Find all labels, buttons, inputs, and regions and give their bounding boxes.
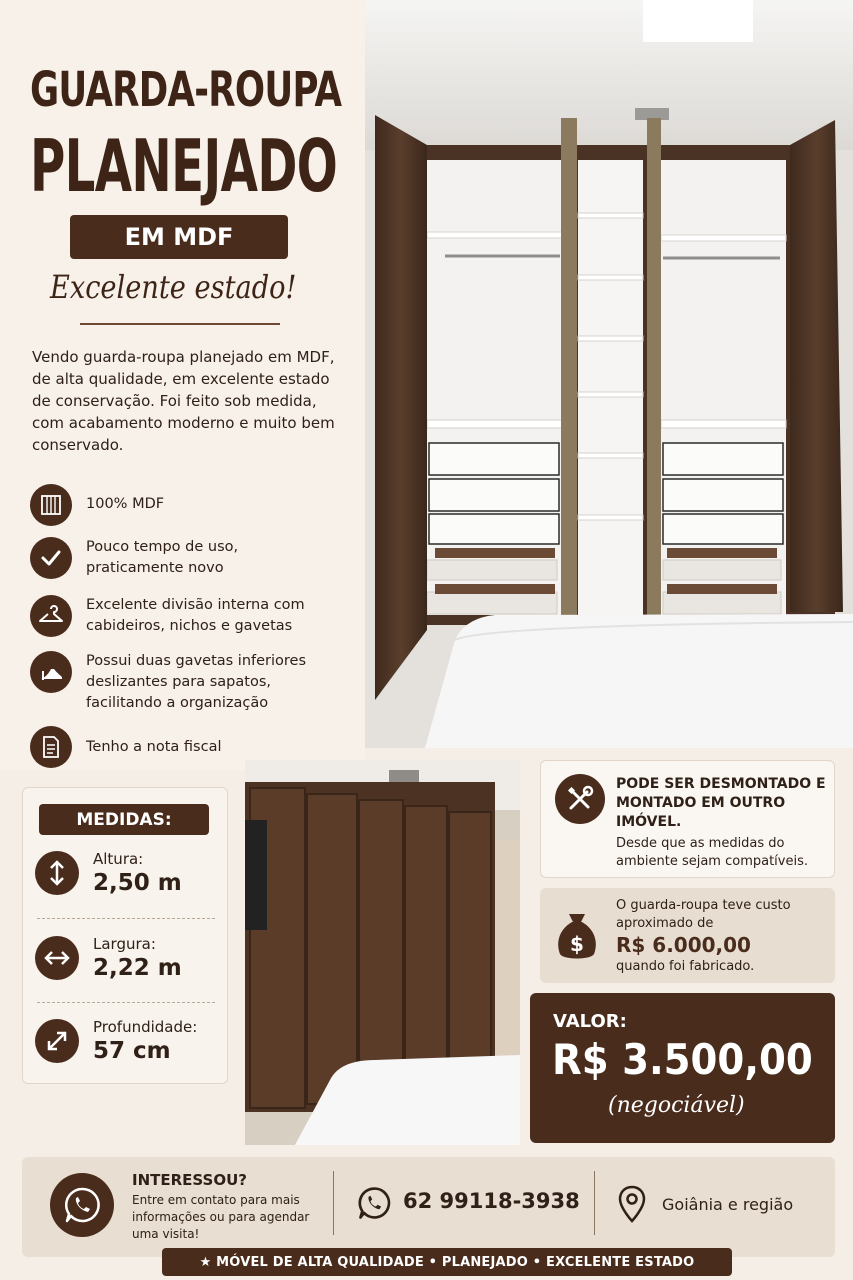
- vertical-arrow-icon: [35, 851, 79, 895]
- title-line-2: PLANEJADO: [30, 124, 338, 208]
- measure-value: 2,22 m: [93, 955, 182, 981]
- money-bag-icon: [554, 904, 600, 964]
- hanger-icon: [30, 595, 72, 637]
- feature-item: [30, 595, 326, 637]
- location-text: Goiânia e região: [662, 1195, 794, 1214]
- dismount-note: Desde que as medidas do ambiente sejam compatíveis.: [616, 836, 809, 869]
- feature-item: [30, 537, 326, 579]
- contact-bar: [22, 1157, 835, 1257]
- feature-text: Possui duas gavetas inferiores deslizantes para sapatos, facilitando a organização: [86, 653, 307, 711]
- price-label: VALOR:: [553, 1011, 627, 1032]
- title-line-1: GUARDA-ROUPA: [30, 62, 342, 118]
- cost-amount: R$ 6.000,00: [616, 933, 751, 957]
- measure-height: [35, 838, 215, 908]
- svg-text:$: $: [570, 932, 584, 956]
- cost-note: quando foi fabricado.: [616, 959, 755, 974]
- wardrobe-open-photo: [365, 0, 853, 748]
- tools-icon: [555, 774, 605, 824]
- divider: [37, 1002, 215, 1003]
- horizontal-arrow-icon: [35, 936, 79, 980]
- feature-item: [30, 484, 326, 526]
- wardrobe-closed-photo: [245, 760, 520, 1145]
- cost-card: [540, 888, 835, 983]
- check-icon: [30, 537, 72, 579]
- bottom-strip: ★ MÓVEL DE ALTA QUALIDADE • PLANEJADO • EXCELENTE ESTADO: [162, 1248, 732, 1276]
- measure-label: Altura:: [93, 850, 144, 868]
- dismount-card: [540, 760, 835, 878]
- mdf-badge: EM MDF: [70, 215, 288, 259]
- measure-width: [35, 923, 215, 993]
- cost-text: O guarda-roupa teve custo aproximado de: [616, 898, 791, 931]
- measures-card: [22, 787, 228, 1084]
- feature-item: [30, 651, 326, 714]
- location-pin-icon: [618, 1185, 646, 1227]
- price-card: [530, 993, 835, 1143]
- high-heel-icon: [30, 651, 72, 693]
- measure-value: 57 cm: [93, 1038, 171, 1064]
- divider: [37, 918, 215, 919]
- price-note: (negociável): [608, 1093, 745, 1118]
- price-amount: R$ 3.500,00: [552, 1035, 813, 1084]
- diagonal-arrow-icon: [35, 1019, 79, 1063]
- tagline: Excelente estado!: [50, 268, 297, 306]
- feature-text: Tenho a nota fiscal: [86, 739, 222, 755]
- measure-depth: [35, 1006, 215, 1076]
- feature-text: 100% MDF: [86, 496, 165, 512]
- measure-label: Profundidade:: [93, 1018, 198, 1036]
- measure-value: 2,50 m: [93, 870, 182, 896]
- document-icon: [30, 726, 72, 768]
- measure-label: Largura:: [93, 935, 156, 953]
- divider: [333, 1171, 334, 1235]
- phone-number[interactable]: 62 99118-3938: [403, 1189, 580, 1213]
- header-panel: [0, 0, 365, 770]
- description: Vendo guarda-roupa planejado em MDF, de alta qualidade, em excelente estado de conservação. Foi feito sob medida, com acabamento moderno e muito bem conservado.: [32, 348, 335, 454]
- tagline-underline: [80, 323, 280, 325]
- wood-panel-icon: [30, 484, 72, 526]
- whatsapp-icon: [356, 1185, 392, 1225]
- whatsapp-icon[interactable]: [50, 1173, 114, 1237]
- feature-text: Excelente divisão interna com cabideiros, nichos e gavetas: [86, 597, 305, 634]
- feature-text: Pouco tempo de uso, praticamente novo: [86, 539, 239, 576]
- contact-text: Entre em contato para mais informações ou para agendar uma visita!: [132, 1193, 310, 1241]
- measures-title: MEDIDAS:: [39, 804, 209, 835]
- contact-title: INTERESSOU?: [132, 1171, 247, 1189]
- dismount-title: PODE SER DESMONTADO E MONTADO EM OUTRO IMÓVEL.: [616, 776, 826, 830]
- divider: [594, 1171, 595, 1235]
